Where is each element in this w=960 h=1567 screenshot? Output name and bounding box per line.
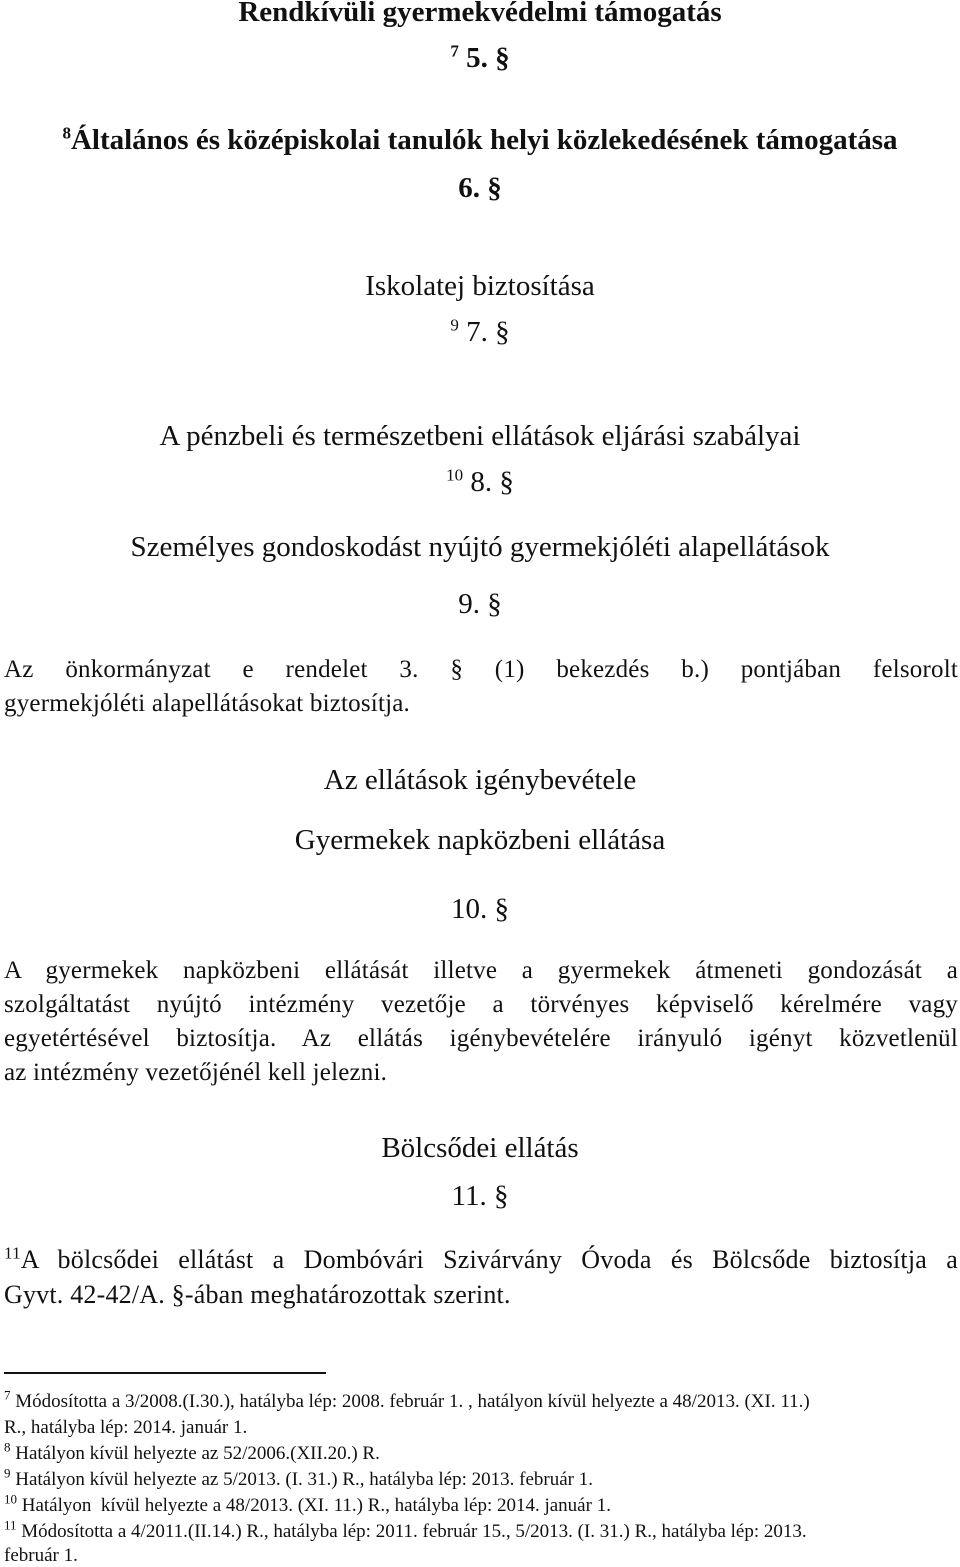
heading-iskolatej: Iskolatej biztosítása <box>365 270 595 302</box>
footnote-7-cont: R., hatályba lép: 2014. január 1. <box>4 1417 248 1438</box>
section-6: 6. § <box>458 172 502 204</box>
section-7: $^9$ 7. § <box>450 315 510 348</box>
footnote-7: $^7$ Módosította a 3/2008.(I.30.), hatályba lép: 2008. február 1. , hatályon kívül helyezte a 48/2013. (XI. 11.) <box>4 1387 810 1412</box>
paragraph-10-line-4: az intézmény vezetőjénél kell jelezni. <box>4 1059 388 1086</box>
heading-kozlekedes: $^8$Általános és középiskolai tanulók helyi közlekedésének támogatása <box>62 123 898 156</box>
paragraph-10-line-2: szolgáltatást nyújtó intézmény vezetője a törvényes képviselő kérelmére vagy <box>4 991 958 1018</box>
footnote-11: $^{11}$ Módosította a 4/2011.(II.14.) R., hatályba lép: 2011. február 15., 5/2013. (I. 31.) R., hatályba lép: 2013. <box>4 1517 807 1542</box>
footnote-separator <box>4 1372 326 1374</box>
heading-igenybevetele: Az ellátások igénybevétele <box>323 764 637 796</box>
footnote-10: $^{10}$ Hatályon kívül helyezte a 48/2013. (XI. 11.) R., hatályba lép: 2014. január 1. <box>4 1491 611 1516</box>
paragraph-10-line-3: egyetértésével biztosítja. Az ellátás igénybevételére irányuló igényt közvetlenül <box>4 1025 958 1052</box>
paragraph-11-line-2: Gyvt. 42-42/A. §-ában meghatározottak szerint. <box>4 1280 511 1309</box>
paragraph-9-line-2: gyermekjóléti alapellátásokat biztosítja. <box>4 690 410 717</box>
paragraph-9-line-1: Az önkormányzat e rendelet 3. § (1) bekezdés b.) pontjában felsorolt <box>4 656 958 683</box>
section-9: 9. § <box>458 588 502 620</box>
section-8: $^{10}$ 8. § <box>446 465 514 498</box>
footnote-ref[interactable]: 9 <box>450 315 459 335</box>
footnote-11-cont: február 1. <box>4 1545 78 1566</box>
footnote-ref[interactable]: 8 <box>62 123 71 143</box>
section-5: $^7$ 5. § <box>450 41 510 74</box>
footnote-ref[interactable]: 7 <box>450 41 459 61</box>
section-10: 10. § <box>451 893 509 925</box>
heading-alapellatasok: Személyes gondoskodást nyújtó gyermekjóléti alapellátások <box>130 531 830 563</box>
heading-rendkivuli: Rendkívüli gyermekvédelmi támogatás <box>238 0 722 28</box>
paragraph-10-line-1: A gyermekek napközbeni ellátását illetve a gyermekek átmeneti gondozását a <box>4 957 958 984</box>
footnote-ref[interactable]: 10 <box>446 465 464 485</box>
heading-napkozbeni-ellatas: Gyermekek napközbeni ellátása <box>294 824 666 856</box>
footnote-9: $^9$ Hatályon kívül helyezte az 5/2013. (I. 31.) R., hatályba lép: 2013. február 1. <box>4 1465 593 1490</box>
section-11: 11. § <box>451 1180 509 1212</box>
paragraph-11-line-1: $^{11}$A bölcsődei ellátást a Dombóvári Szivárvány Óvoda és Bölcsőde biztosítja a <box>4 1243 958 1274</box>
footnote-8: $^8$ Hatályon kívül helyezte az 52/2006.(XII.20.) R. <box>4 1439 380 1464</box>
footnote-ref[interactable]: 11 <box>4 1243 21 1263</box>
heading-bolcsodei-ellatas: Bölcsődei ellátás <box>381 1132 579 1164</box>
heading-eljarasi-szabalyai: A pénzbeli és természetbeni ellátások eljárási szabályai <box>159 420 801 452</box>
